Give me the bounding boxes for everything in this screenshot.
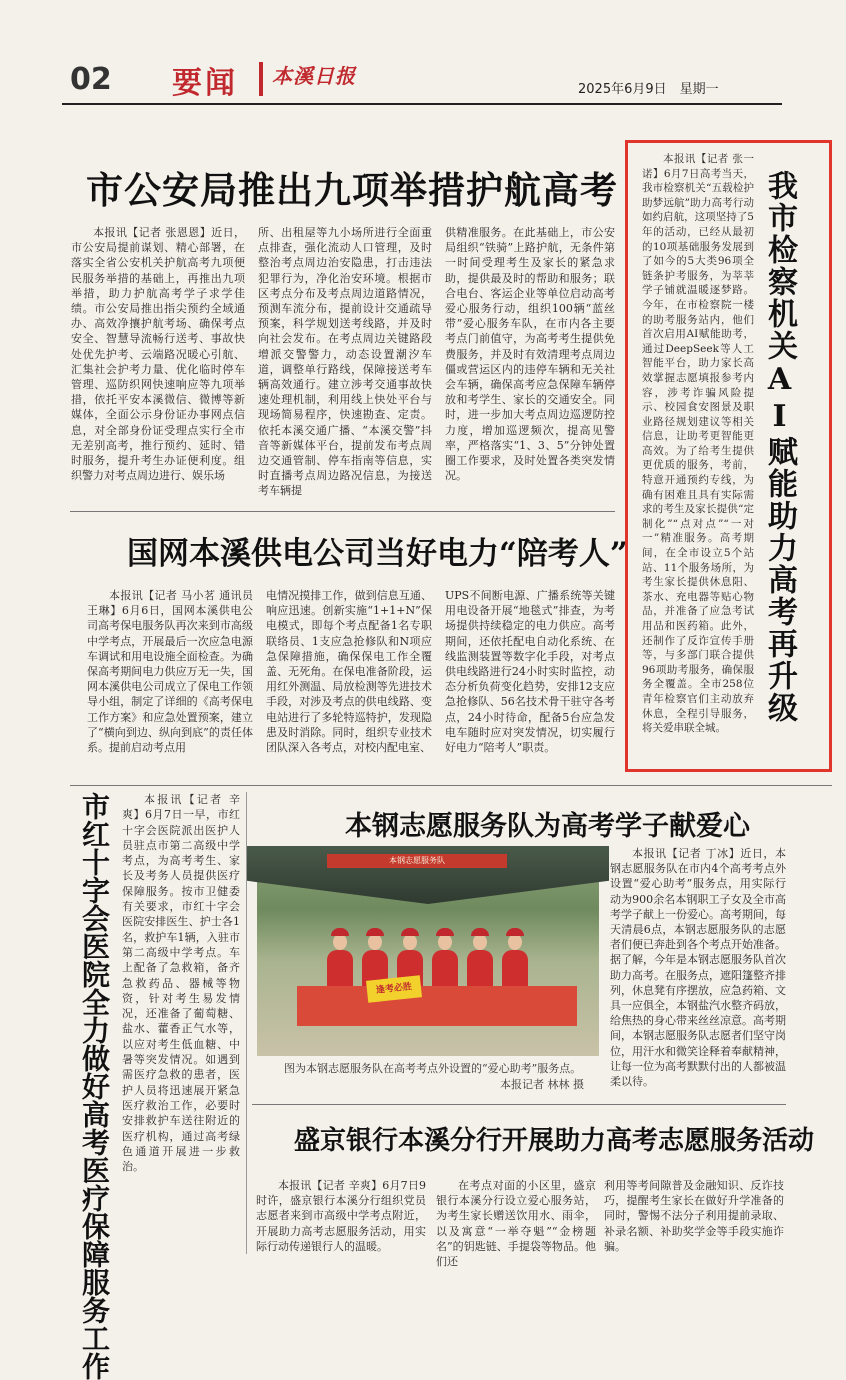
newspaper-name: 本溪日报 <box>272 64 356 88</box>
photo-banner: 本钢志愿服务队 <box>327 854 507 868</box>
article-power-col2: 电情况摸排工作，做到信息互通、响应迅速。创新实施“1+1+N”保电模式，即每个考点配备1名专职联络员、1支应急抢修队和N项应急保障措施，确保保电工作全覆盖、无死角。在保电准备阶段，运用红外测温、局放检测等先进技术手段，对涉及考点的供电线路、变电站进行了多轮特巡特护，发现隐患及时消除。同时，组织专业技术团队深入各考点，对校内配电室、 <box>266 589 432 755</box>
article-steel-title: 本钢志愿服务队为高考学子献爱心 <box>345 811 750 842</box>
separator <box>70 511 615 512</box>
article-police-col3: 供精准服务。在此基础上，市公安局组织“铁骑”上路护航，无条件第一时间受理考生及家长的紧急求助，提供最及时的帮助和服务；联合电台、客运企业等单位启动高考爱心服务行动，组织100辆“蓝丝带”爱心服务车队，在市内各主要考点门前值守，为高考考生提供免费服务，并及时有效清理考点周边僵或营运区内的违停车辆和无关社会车辆，确保高考应急保障车辆停放和考学生、家长的交通安全。同时，进一步加大考点周边巡逻防控力度，增加巡逻频次，提高见警率，严格落实“1、3、5”分钟处置圈工作要求，及时处置各类突发情况。 <box>445 226 615 483</box>
article-steel-body: 本报讯【记者 丁冰】近日，本钢志愿服务队在市内4个高考考点外设置“爱心助考”服务点，用实际行动为900余名本钢职工子女及全市高考学子献上一份爱心。高考期间，每天清晨6点，本钢志愿服务队的志愿者们便已奔赴到各个考点开始准备。据了解，今年是本钢志愿服务队首次助力高考。在服务点，遮阳篷整齐排列，休息凳有序摆放，应急药箱、文具一应俱全，本钢盐汽水整齐码放，给焦热的身心带来丝丝凉意。高考期间，本钢志愿服务队志愿者们坚守岗位，用汗水和微笑诠释着奉献精神，让每一位为高考默默付出的人都被温柔以待。 <box>610 847 786 1089</box>
masthead-divider <box>259 62 263 96</box>
article-bank-col3: 利用等考间隙普及金融知识、反诈技巧，提醒考生家长在做好升学准备的同时，警惕不法分子利用提前录取、补录名额、补助奖学金等手段实施诈骗。 <box>604 1179 784 1253</box>
service-table <box>297 986 577 1026</box>
page-number: 02 <box>70 62 112 97</box>
article-power-title: 国网本溪供电公司当好电力“陪考人” <box>127 536 628 572</box>
volunteer-photo <box>257 846 599 1056</box>
masthead-rule <box>62 103 782 105</box>
article-power-col3: UPS不间断电源、广播系统等关键用电设备开展“地毯式”排查，为考场提供持续稳定的电力供应。高考期间，还依托配电自动化系统、在线监测装置等数字化手段，对考点供电线路进行24小时实时监控，动态分析负荷变化趋势，安排12支应急抢修队、56名技术骨干驻守各考点，24小时待命，配备5台应急发电车随时应对突发情况，切实履行好电力“陪考人”职责。 <box>445 589 615 755</box>
article-bank-col2: 在考点对面的小区里，盛京银行本溪分行设立爱心服务站，为考生家长赠送饮用水、雨伞，以及寓意“一举夺魁”“金榜题名”的钥匙链、手提袋等物品。他们还 <box>436 1179 596 1269</box>
article-ai-body-top: 本报讯【记者 张一诺】6月7日高考当天，我市检察机关“五载检护 助梦远航”助力高考行动如约启航，这项坚持了5年的活动，已经从最初的10项基础服务发展到了如今的5大类96项全链条护考服务，为莘莘学子铺就温暖逐梦路。今年，在市检察院一楼的助考服务站内，他们首次启用AI赋能助考，通过DeepSeek等人工智能平台，助力家长高效掌握志愿填报参考内容，涉考诈骗风险提示、校园食安图景及职业路径规划建议等相关信息，让助考更智能更高效。为了给考生提供更优质的服务，考前，特意开通预约专线，为确有困难且具有实际需求的考生及家长提供“定制化”“点对点”“一对一”精准服务。高考期间，在全市设立5个站站、11个服务场所，为考生家长提供休息阳、茶水、充电器等贴心物品，并准备了应急考试用品和医药箱。此外，还制作了反诈宣传手册等，与多部门联合提供96项助考服务，确保服务全覆盖。全市258位青年检察官们主动放弃休息，全程引导服务，将关爱串联全城。 <box>642 153 754 735</box>
article-bank-title: 盛京银行本溪分行开展助力高考志愿服务活动 <box>294 1126 815 1156</box>
article-police-col1: 本报讯【记者 张恩恩】近日，市公安局提前谋划、精心部署，在落实全省公安机关护航高考九项便民服务举措的基础上，再推出九项举措，助力护航高考学子求学佳绩。市公安局推出指尖预约全域通办、高效净攘护航考场、确保考点安全、智慧导流畅行送考、事故快处优先护考、云端路况暖心引航、汇集社会护考力量、优化临时停车管理、巡防织网快速响应等九项举措，依托平安本溪微信、微博等新媒体，全面公示身份证办事网点信息，对全部身份证受理点实行全市无差别高考，推行预约、延时、错时服务，提升考生办证便利度。组织警力对考点周边进行、娱乐场 <box>71 226 245 483</box>
article-hospital-title: 市红十字会医院全力做好高考医疗保障服务工作 <box>78 792 111 1380</box>
article-police-col2: 所、出租屋等九小场所进行全面重点排查，强化流动人口管理，及时整治考点周边治安隐患，打击违法犯罪行为，净化治安环境。根据市区考点分布及考点周边道路情况，预测车流分布，提前设计交通疏导预案，科学规划送考线路，并及时向社会发布。在考点周边关键路段增派交警警力，动态设置潮汐车道，调整单行路线，保障接送考车辆高效通行。建立涉考交通事故快速处理机制，利用线上快处平台与现场简易程序，快速勘查、定责。依托本溪交通广播、“本溪交警”抖音等新媒体平台，提前发布考点周边交通管制、停车指南等信息，实时直播考点周边路况信息，为接送考车辆提 <box>258 226 432 498</box>
photo-credit: 本报记者 林林 摄 <box>500 1078 584 1091</box>
article-bank-col1: 本报讯【记者 辛爽】6月7日9时许，盛京银行本溪分行组织党员志愿者来到市高级中学考点附近，开展助力高考志愿服务活动，用实际行动传递银行人的温暖。 <box>256 1179 426 1253</box>
separator <box>70 785 832 786</box>
article-hospital-body: 本报讯【记者 辛爽】6月7日一早，市红十字会医院派出医护人员驻点市第二高级中学考点，为高考考生、家长及考务人员提供医疗保障服务。按市卫健委有关要求，市红十字会医院安排医生、护士各1名，救护车1辆，入驻市第二高级中学考点。车上配备了急救箱，备齐急救药品、器械等物资，针对考生易发情况，还准备了葡萄糖、盐水、藿香正气水等，以应对考生低血糖、中暑等突发情况。如遇到需医疗急救的患者，医护人员将迅速展开紧急医疗救治工作，必要时安排救护车送往附近的医疗机构，通过高考绿色通道开展进一步救治。 <box>122 793 240 1174</box>
photo-caption: 图为本钢志愿服务队在高考考点外设置的“爱心助考”服务点。 <box>284 1062 582 1075</box>
photo-sign: 逢考必胜 <box>366 975 422 1003</box>
article-power-col1: 本报讯【记者 马小茗 通讯员 王琳】6月6日，国网本溪供电公司高考保电服务队再次来到市高级中学考点，开展最后一次应急电源车调试和用电设施全面检查。为确保高考期间电力供应万无一失，国网本溪供电公司成立了保电工作领导小组，制定了详细的《高考保电工作方案》和应急处置预案，建立了“横向到边、纵向到底”的责任体系。提前启动考点用 <box>87 589 253 755</box>
issue-date: 2025年6月9日 星期一 <box>578 82 719 97</box>
article-police-title: 市公安局推出九项举措护航高考 <box>86 168 618 212</box>
separator <box>252 1104 786 1105</box>
separator <box>246 792 247 1254</box>
article-ai-title: 我市检察机关AI赋能助力高考再升级 <box>762 170 797 724</box>
section-title: 要闻 <box>172 66 238 101</box>
